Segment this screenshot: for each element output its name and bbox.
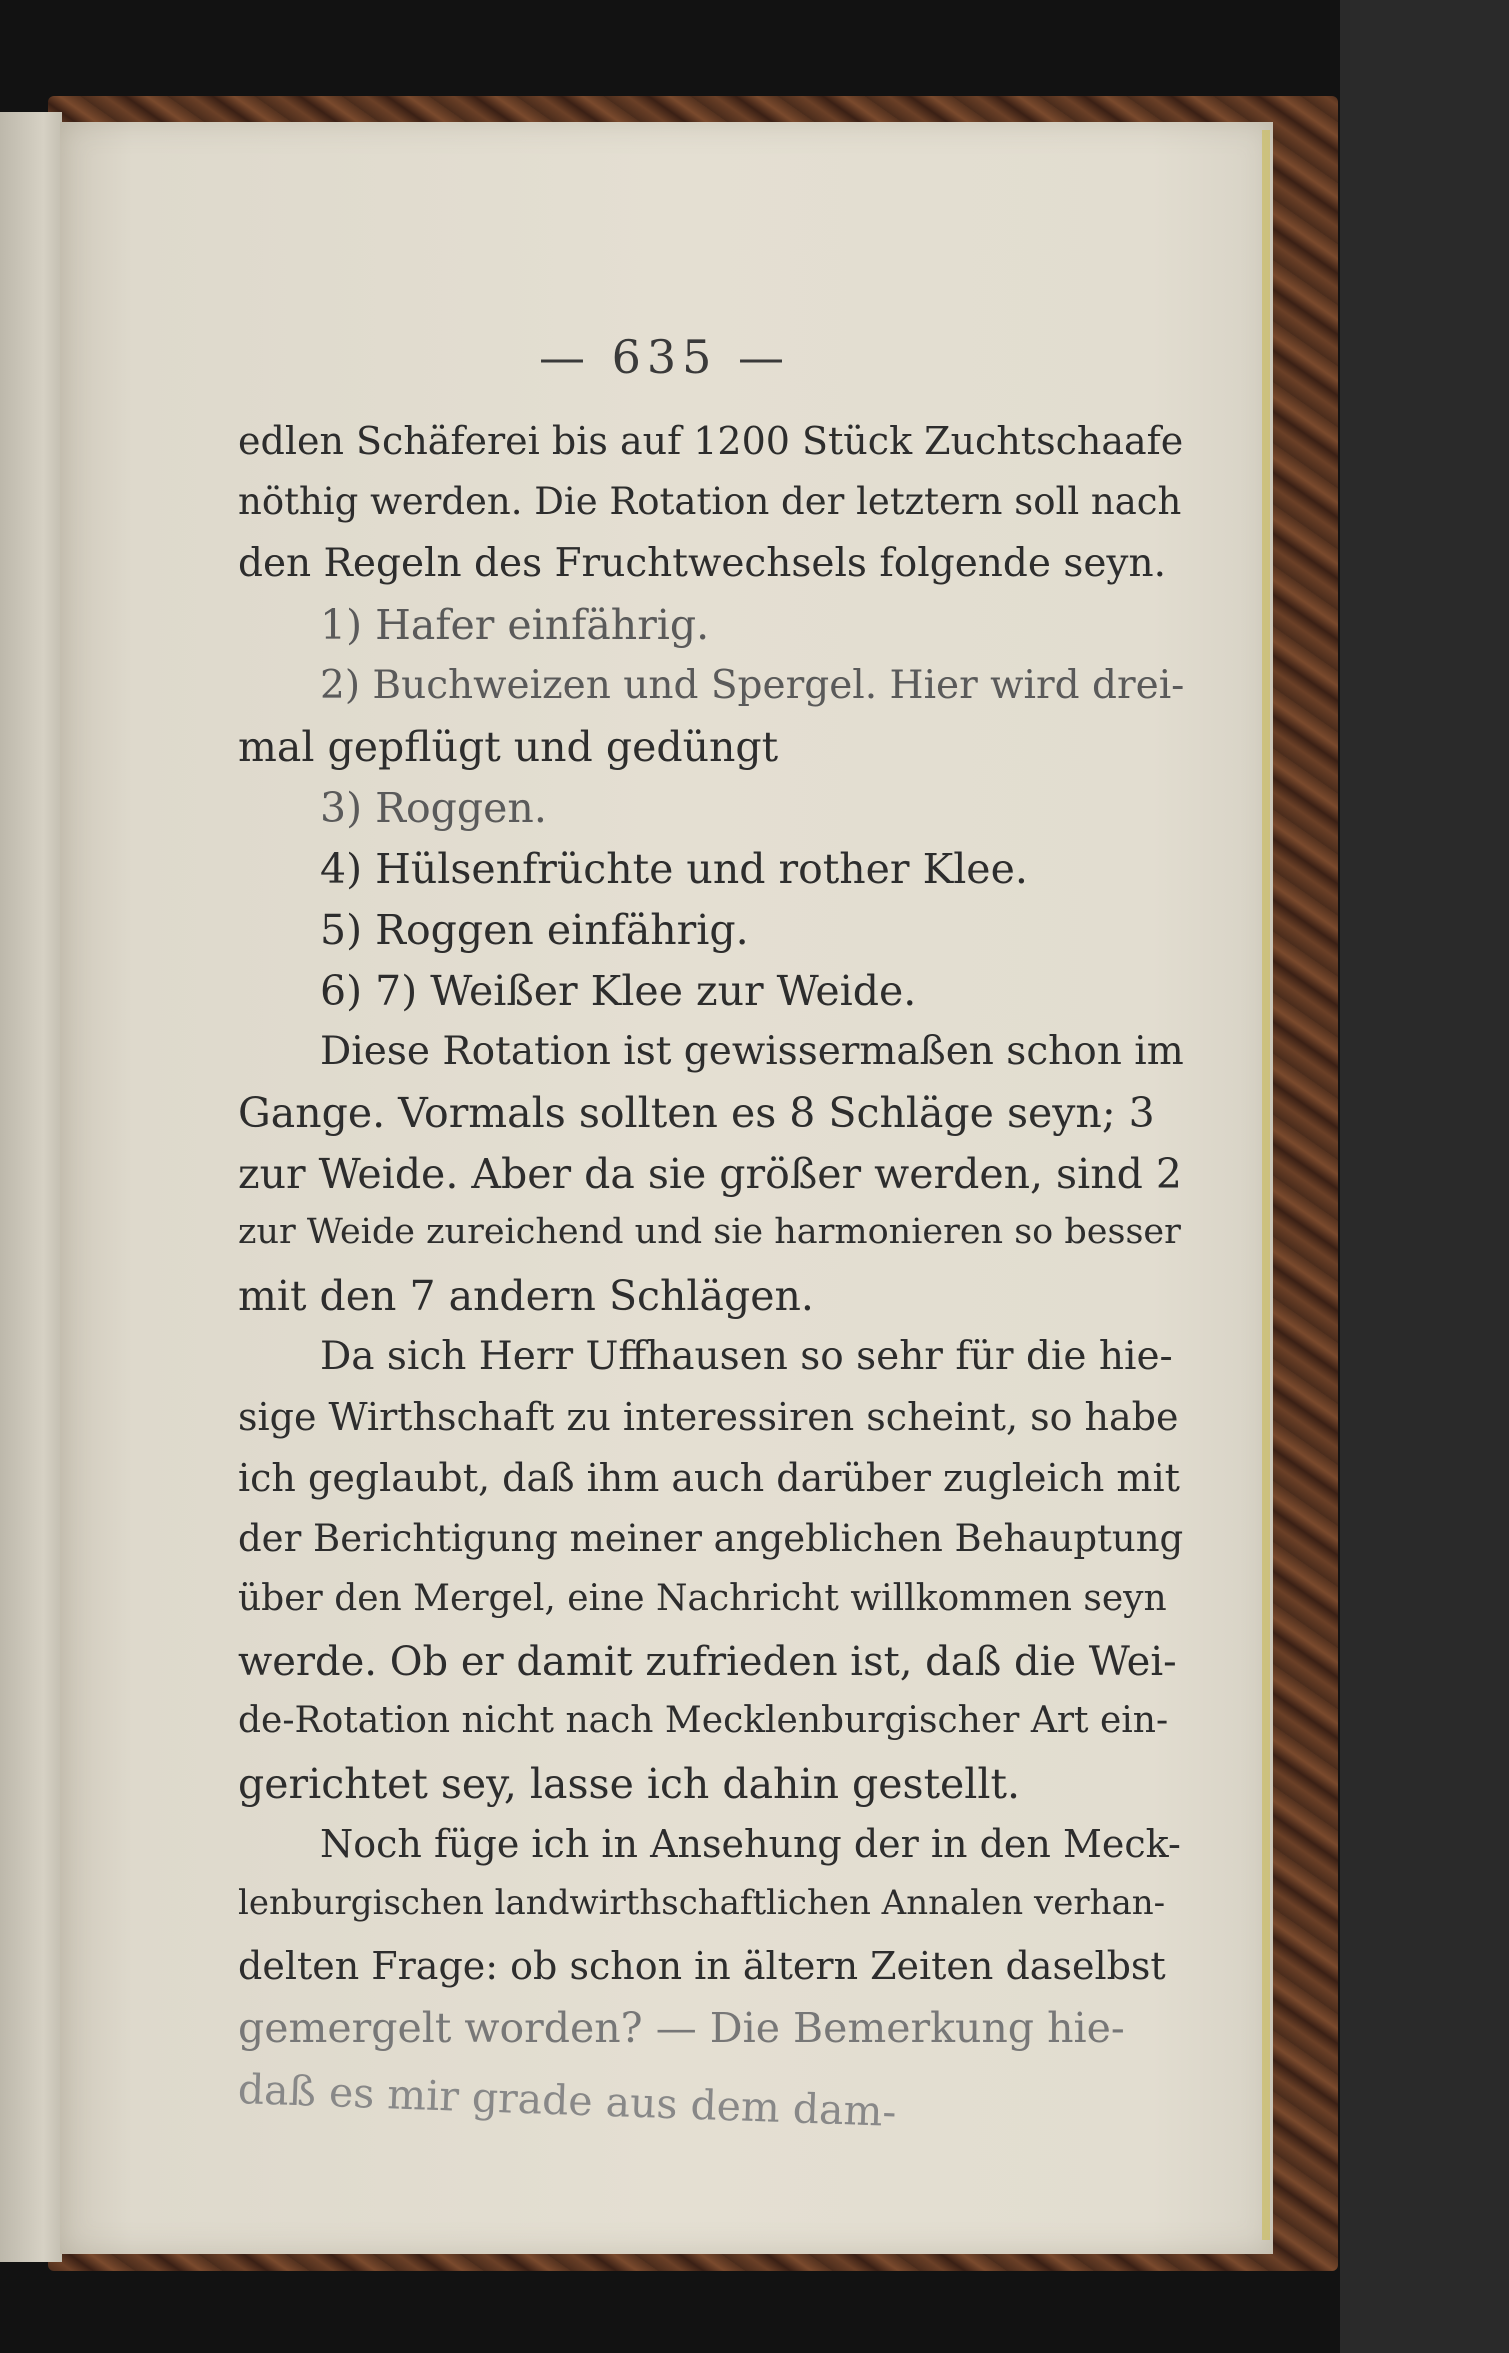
- text-line: der Berichtigung meiner angeblichen Behauptung: [238, 1517, 1184, 1560]
- text-line: Noch füge ich in Ansehung der in den Meck-: [320, 1822, 1181, 1866]
- text-line: 2) Buchweizen und Spergel. Hier wird drei-: [320, 663, 1185, 708]
- text-line: nöthig werden. Die Rotation der letztern soll nach: [238, 480, 1182, 523]
- text-line: werde. Ob er damit zufrieden ist, daß die Wei-: [238, 1639, 1177, 1685]
- text-line: gerichtet sey, lasse ich dahin gestellt.: [238, 1760, 1021, 1808]
- text-line: zur Weide zureichend und sie harmonieren so besser: [238, 1212, 1181, 1252]
- text-line: 3) Roggen.: [320, 784, 547, 832]
- text-line: mal gepflügt und gedüngt: [238, 723, 779, 771]
- background: [1340, 0, 1509, 2353]
- text-line: delten Frage: ob schon in ältern Zeiten daselbst: [238, 1944, 1166, 1988]
- text-line: edlen Schäferei bis auf 1200 Stück Zuchtschaafe: [238, 419, 1184, 463]
- text-line: Diese Rotation ist gewissermaßen schon im: [320, 1029, 1184, 1074]
- text-line: ich geglaubt, daß ihm auch darüber zugleich mit: [238, 1456, 1180, 1500]
- text-line: gemergelt worden? — Die Bemerkung hie-: [238, 2004, 1125, 2052]
- text-line: 6) 7) Weißer Klee zur Weide.: [320, 967, 917, 1015]
- text-line: sige Wirthschaft zu interessiren scheint, so habe: [238, 1395, 1179, 1439]
- text-line: 4) Hülsenfrüchte und rother Klee.: [320, 845, 1028, 893]
- text-line: 5) Roggen einfährig.: [320, 906, 749, 954]
- text-line: den Regeln des Fruchtwechsels folgende seyn.: [238, 541, 1166, 586]
- text-line: Da sich Herr Uffhausen so sehr für die hie-: [320, 1334, 1173, 1379]
- gilt-page-edge: [1262, 130, 1270, 2240]
- text-line: Gange. Vormals sollten es 8 Schläge seyn; 3: [238, 1089, 1155, 1137]
- book-page: [60, 122, 1273, 2254]
- text-line: daß es mir grade aus dem dam-: [237, 2065, 898, 2136]
- text-line: 1) Hafer einfährig.: [320, 601, 710, 649]
- text-line: zur Weide. Aber da sie größer werden, sind 2: [238, 1150, 1182, 1198]
- page-number: — 635 —: [538, 330, 791, 384]
- text-line: über den Mergel, eine Nachricht willkommen seyn: [238, 1578, 1167, 1619]
- text-line: mit den 7 andern Schlägen.: [238, 1272, 814, 1320]
- facing-page-edge: [0, 112, 62, 2262]
- text-line: lenburgischen landwirthschaftlichen Annalen verhan-: [238, 1883, 1166, 1923]
- text-line: de-Rotation nicht nach Mecklenburgischer Art ein-: [238, 1700, 1169, 1741]
